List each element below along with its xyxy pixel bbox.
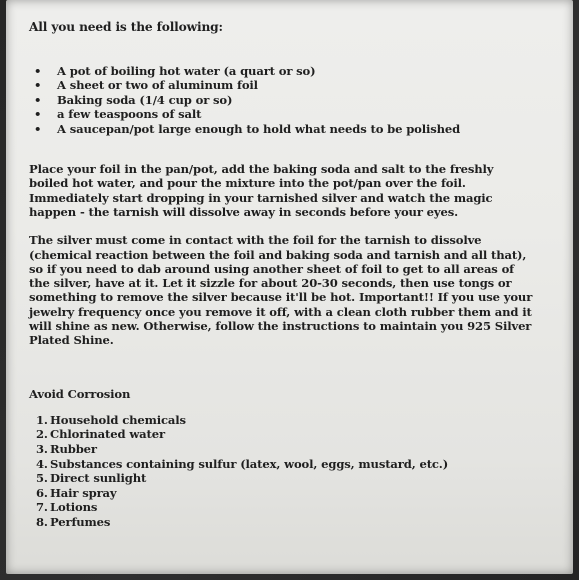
list-item [29,107,534,121]
list-number: 5. [36,471,48,486]
list-item [29,442,534,457]
list-item-text: Direct sunlight [50,471,147,486]
list-item [29,413,534,428]
list-item-text: Lotions [50,500,98,515]
details-paragraph: The silver must come in contact with the foil for the tarnish to dissolve (chemical reaction between the foil and baking soda and tarnish and all that), so if you need to dab around using another sheet of foil to get to all areas of the silver, have at it. Let it sizzle for about 20-30 seconds, then use tongs or something to remove the silver because it'll be hot. Important!! If you use your jewelry frequency once you remove it off, with a clean cloth rubber them and it will shine as new. Otherwise, follow the instructions to maintain you 925 Silver Plated Shine. [29,233,533,348]
list-item [29,78,534,92]
list-item-text: Rubber [50,442,97,457]
list-number: 6. [36,485,48,500]
list-item-text: A sheet or two of aluminum foil [57,78,258,93]
supplies-list [29,64,534,136]
list-item-text: A pot of boiling hot water (a quart or so) [57,64,316,78]
list-item [29,515,534,530]
list-number: 7. [36,500,48,515]
list-number: 3. [36,442,48,457]
list-item-text: Chlorinated water [50,427,165,442]
list-item [29,500,534,515]
instructions-paragraph: Place your foil in the pan/pot, add the baking soda and salt to the freshly boiled hot water, and pour the mixture into the pot/pan over the foil. Immediately start dropping in your tarnished silver and watch the magic happen - the tarnish will dissolve away in seconds before your eyes. [29,162,494,219]
list-item-text: Household chemicals [50,412,186,427]
document-content [29,20,534,530]
supplies-heading: All you need is the following: [29,20,223,34]
list-number: 4. [36,456,48,471]
list-item [29,122,534,136]
list-item [29,457,534,472]
bullet-icon: • [34,78,42,93]
list-item-text: Baking soda (1/4 cup or so) [57,92,233,107]
bullet-icon: • [34,121,42,136]
list-number: 2. [36,427,48,442]
bullet-icon: • [34,92,42,107]
list-item [29,486,534,501]
list-item-text: Hair spray [50,485,117,500]
list-item [29,427,534,442]
list-item [29,471,534,486]
avoid-list [29,413,534,530]
bullet-icon: • [34,64,42,78]
list-item-text: Perfumes [50,515,111,530]
avoid-corrosion-heading: Avoid Corrosion [29,386,131,401]
list-item [29,93,534,107]
list-number: 8. [36,515,48,530]
list-item [29,64,534,78]
list-item-text: Substances containing sulfur (latex, wool, eggs, mustard, etc.) [50,456,449,471]
bullet-icon: • [34,107,42,122]
list-item-text: A saucepan/pot large enough to hold what needs to be polished [57,121,461,136]
list-item-text: a few teaspoons of salt [57,107,202,122]
list-number: 1. [36,412,48,427]
